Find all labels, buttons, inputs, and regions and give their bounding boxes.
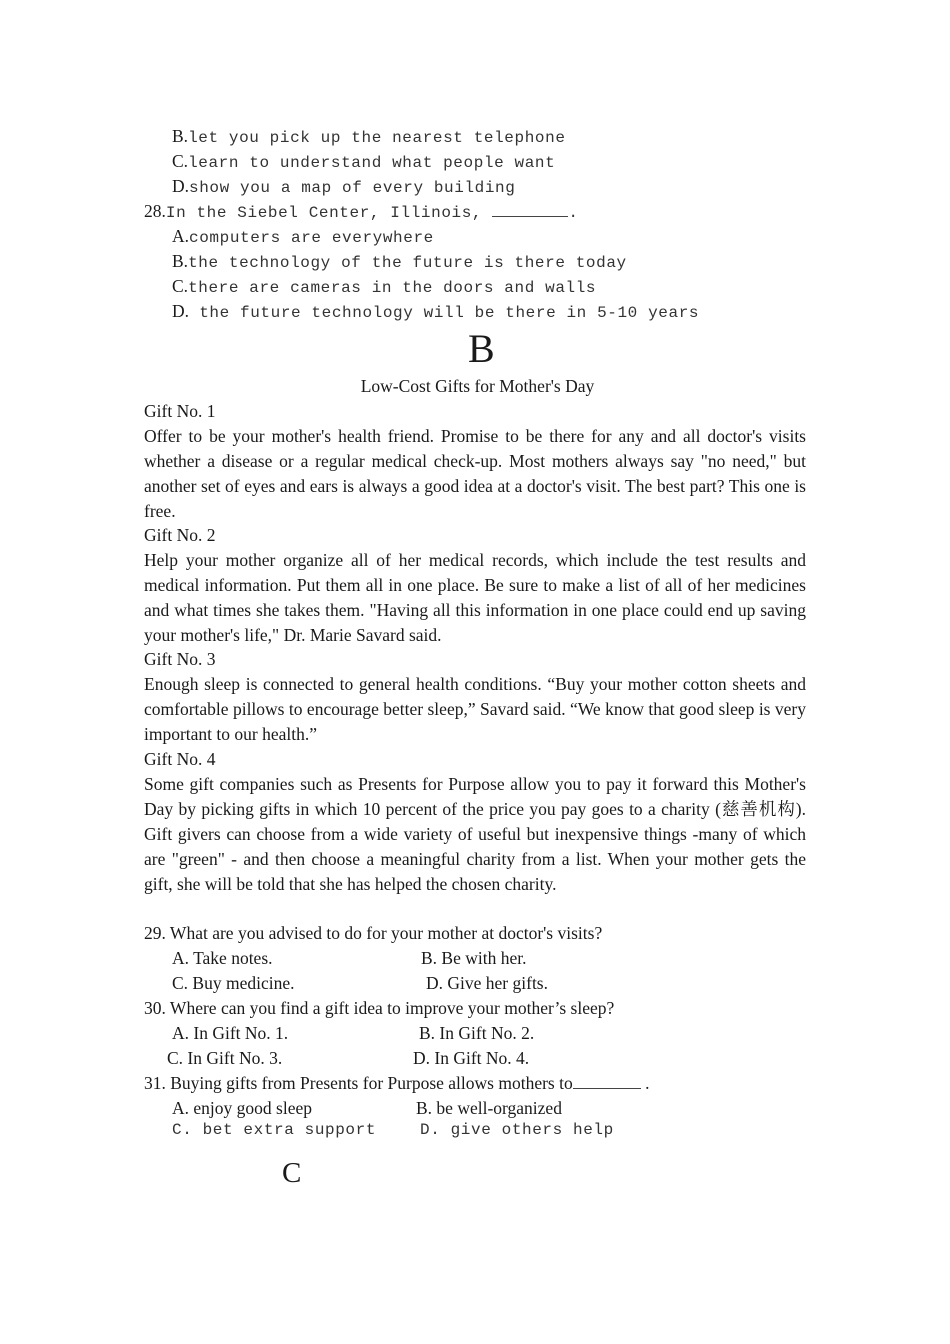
gift-3-heading: Gift No. 3 [144, 649, 216, 669]
question-end: . [568, 204, 579, 222]
q30-option-d: D. In Gift No. 4. [413, 1048, 530, 1068]
gift-4-heading: Gift No. 4 [144, 749, 216, 769]
option-c [172, 149, 555, 174]
q31-option-a: A. enjoy good sleep [172, 1098, 312, 1118]
option-letter: B. [172, 126, 189, 146]
q30-option-b: B. In Gift No. 2. [419, 1023, 535, 1043]
option-text: show you a map of every building [189, 179, 516, 197]
option-text: let you pick up the nearest telephone [188, 129, 566, 147]
gift-2-text: Help your mother organize all of her medical records, which include the test results and medical information. Put them all in one place. Be sure to make a list of all of her medicines and what times she takes them. "Having all this information in one place could end up saving your mother's life," Dr. Marie Savard said. [144, 550, 806, 645]
question-30 [144, 996, 614, 1021]
question-28 [144, 199, 579, 224]
option-text: the future technology will be there in 5-10 years [189, 304, 700, 322]
question-end: . [640, 1073, 650, 1093]
q31-option-c: C. bet extra support [172, 1121, 377, 1139]
q31-option-b: B. be well-organized [416, 1098, 562, 1118]
option-d [172, 174, 515, 199]
question-31 [144, 1071, 649, 1096]
option-letter: A. [172, 226, 190, 246]
question-29 [144, 921, 602, 946]
section-c-heading: C [282, 1157, 302, 1189]
gift-3-text: Enough sleep is connected to general health conditions. “Buy your mother cotton sheets and comfortable pillows to encourage better sleep,” Savard said. “We know that good sleep is very important to our health.” [144, 674, 806, 744]
gift-1-heading: Gift No. 1 [144, 401, 216, 421]
option-letter: D. [172, 176, 190, 196]
option-letter: D. [172, 301, 190, 321]
question-number: 28. [144, 201, 166, 221]
q28-option-a [172, 224, 434, 249]
q30-option-a: A. In Gift No. 1. [172, 1023, 289, 1043]
section-b-heading: B [468, 326, 495, 371]
q30-option-c: C. In Gift No. 3. [167, 1048, 283, 1068]
question-number: 31. [144, 1073, 166, 1093]
answer-blank [492, 200, 568, 217]
q29-option-d: D. Give her gifts. [426, 973, 548, 993]
q29-option-b: B. Be with her. [421, 948, 527, 968]
q31-option-d: D. give others help [420, 1121, 614, 1139]
option-letter: C. [172, 276, 189, 296]
option-b [172, 124, 566, 149]
question-stem: In the Siebel Center, Illinois, [165, 204, 493, 222]
gift-2-heading: Gift No. 2 [144, 525, 216, 545]
passage-title: Low-Cost Gifts for Mother's Day [360, 376, 595, 396]
q29-option-c: C. Buy medicine. [172, 973, 295, 993]
question-stem: Buying gifts from Presents for Purpose allows mothers to [165, 1073, 573, 1093]
question-stem: Where can you find a gift idea to improve your mother’s sleep? [165, 998, 615, 1018]
q28-option-d [172, 299, 699, 324]
gift-1-text: Offer to be your mother's health friend. Promise to be there for any and all doctor's visits whether a disease or a regular medical check-up. Most mothers always say "no need," but another set of eyes and ears is always a good idea at a doctor's visit. The best part? This one is free. [144, 426, 806, 521]
answer-blank [573, 1072, 641, 1089]
option-text: the technology of the future is there today [188, 254, 627, 272]
question-number: 30. [144, 998, 166, 1018]
gift-4-text: Some gift companies such as Presents for Purpose allow you to pay it forward this Mother's Day by picking gifts in which 10 percent of the price you pay goes to a charity (慈善机构). Gift givers can choose from a wide variety of useful but inexpensive things -many of which are "green" - and then choose a meaningful charity from a list. When your mother gets the gift, she will be told that she has helped the chosen charity. [144, 774, 806, 894]
option-letter: B. [172, 251, 189, 271]
option-letter: C. [172, 151, 189, 171]
q29-option-a: A. Take notes. [172, 948, 273, 968]
option-text: there are cameras in the doors and walls [188, 279, 597, 297]
q28-option-b [172, 249, 627, 274]
question-stem: What are you advised to do for your mother at doctor's visits? [165, 923, 603, 943]
option-text: learn to understand what people want [188, 154, 556, 172]
q28-option-c [172, 274, 596, 299]
option-text: computers are everywhere [189, 229, 434, 247]
question-number: 29. [144, 923, 166, 943]
